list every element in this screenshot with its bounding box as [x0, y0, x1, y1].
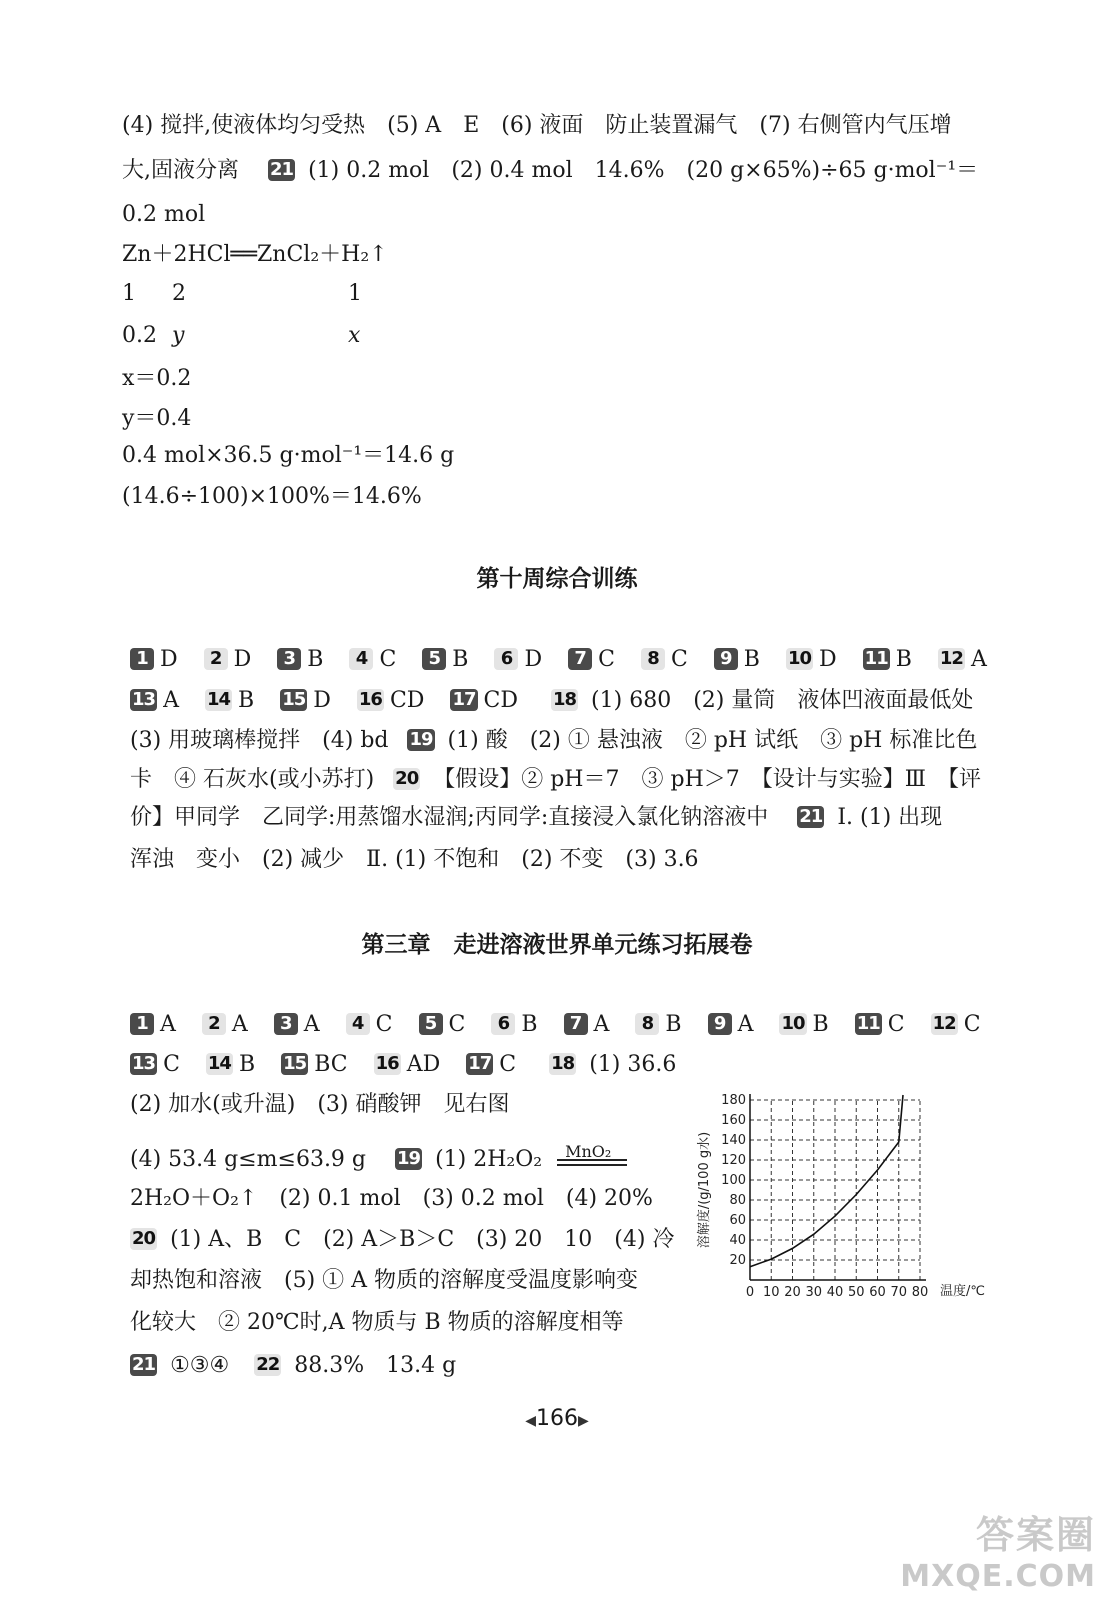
question-number-badge: 21: [799, 806, 823, 827]
question-number-badge: 9: [708, 1013, 732, 1035]
answer-text: 大,固液分离: [122, 158, 239, 183]
answer-line: [130, 765, 981, 795]
answer-line: 0.4 mol×36.5 g·mol⁻¹＝14.6 g: [122, 443, 455, 468]
answer-line: 却热饱和溶液 (5) ① A 物质的溶解度受温度影响变: [130, 1268, 639, 1293]
x-tick-label: 10: [762, 1285, 780, 1300]
mc-answer-item: [419, 1010, 466, 1040]
answer-line: [130, 726, 977, 756]
mc-answer-letter: A: [163, 688, 179, 713]
answer-line: (4) 搅拌,使液体均匀受热 (5) A E (6) 液面 防止装置漏气 (7) 右侧管内气压增: [122, 113, 952, 138]
mc-answer-item: [422, 645, 468, 675]
y-tick-label: 180: [721, 1093, 746, 1108]
question-number-badge: 22: [256, 1354, 280, 1375]
question-number-badge: 5: [419, 1013, 443, 1035]
y-tick-label: 160: [721, 1113, 746, 1128]
x-tick-label: 0: [745, 1285, 755, 1300]
watermark-url: MXQE.COM: [900, 1559, 1096, 1594]
question-number-badge: 6: [494, 648, 518, 670]
watermark: [900, 1504, 1096, 1594]
answer-text: (1) 2H₂O₂: [435, 1147, 543, 1172]
question-number-badge: 21: [132, 1354, 156, 1375]
mc-answer-letter: C: [448, 1012, 466, 1037]
question-number-badge: 21: [270, 159, 294, 180]
mc-answer-letter: B: [238, 688, 255, 713]
mc-answer-item: [708, 1010, 754, 1040]
equation-coefficient: 2: [172, 281, 186, 306]
x-tick-label: 70: [890, 1285, 908, 1300]
chart-grid: [750, 1100, 920, 1280]
mc-answer-item: [205, 686, 254, 716]
y-tick-label: 60: [729, 1213, 746, 1228]
mc-answer-letter: B: [238, 1052, 256, 1077]
question-number-badge: 3: [274, 1013, 298, 1035]
question-number-badge: 16: [358, 689, 382, 710]
question-number-badge: 7: [568, 648, 592, 670]
mc-answer-item: [466, 1050, 516, 1080]
mc-answer-item: [635, 1010, 681, 1040]
mc-answer-item: [281, 1050, 347, 1080]
chart-axes: [750, 1094, 926, 1280]
mc-answer-letter: B: [895, 647, 912, 672]
mc-answer-item: [714, 645, 760, 675]
question-number-badge: 2: [202, 1013, 226, 1035]
mc-answer-item: [568, 645, 615, 675]
x-tick-label: 30: [805, 1285, 823, 1300]
answer-text: (1) 0.2 mol (2) 0.4 mol 14.6% (20 g×65%)÷65 g·mol⁻¹＝: [308, 158, 979, 183]
mc-answer-item: [204, 645, 252, 675]
answer-line: 2H₂O＋O₂↑ (2) 0.1 mol (3) 0.2 mol (4) 20%: [130, 1186, 653, 1211]
mc-answer-letter: CD: [483, 688, 518, 713]
answer-row: [130, 1010, 1007, 1040]
y-axis-label: 溶解度/(g/100 g水): [697, 1131, 712, 1249]
question-number-badge: 3: [277, 648, 301, 670]
mc-answer-letter: C: [499, 1052, 517, 1077]
mc-answer-item: [494, 645, 542, 675]
answer-line: x＝0.2: [122, 366, 192, 391]
mc-answer-item: [130, 1010, 176, 1040]
mc-answer-item: [931, 1010, 981, 1040]
answer-text: Ⅰ. (1) 出现: [837, 805, 943, 830]
question-number-badge: 20: [395, 768, 419, 789]
answer-row: [130, 1050, 676, 1080]
question-number-badge: 8: [635, 1013, 659, 1035]
mc-answer-letter: C: [963, 1012, 981, 1037]
mc-answer-letter: A: [303, 1012, 320, 1037]
page-number: [0, 1406, 1114, 1431]
mc-answer-item: [491, 1010, 537, 1040]
question-number-badge: 4: [349, 648, 373, 670]
mc-answer-item: [280, 686, 331, 716]
mc-answer-item: [206, 1050, 255, 1080]
x-tick-label: 80: [911, 1285, 929, 1300]
question-number-badge: 10: [781, 1013, 805, 1034]
mc-answer-letter: D: [160, 647, 178, 672]
answer-text: ①③④: [170, 1353, 230, 1378]
mc-answer-item: [564, 1010, 610, 1040]
equation-coefficient: 1: [348, 281, 362, 306]
y-tick-label: 20: [729, 1253, 746, 1268]
answer-row: [130, 686, 973, 716]
question-number-badge: 5: [422, 648, 446, 670]
mc-answer-item: [130, 686, 179, 716]
mc-answer-letter: A: [737, 1012, 754, 1037]
answer-text: (1) 36.6: [589, 1052, 677, 1077]
mc-answer-item: [938, 645, 987, 675]
mc-answer-letter: C: [670, 647, 688, 672]
mc-answer-letter: B: [812, 1012, 829, 1037]
mc-answer-letter: A: [231, 1012, 248, 1037]
answer-text: (4) 53.4 g≤m≤63.9 g: [130, 1147, 367, 1172]
y-tick-label: 80: [729, 1193, 746, 1208]
mc-answer-letter: B: [665, 1012, 682, 1037]
answer-line: [130, 803, 942, 833]
mc-answer-item: [863, 645, 912, 675]
mc-answer-letter: BC: [314, 1052, 348, 1077]
question-number-badge: 19: [397, 1148, 421, 1169]
mc-answer-letter: B: [452, 647, 469, 672]
y-tick-label: 140: [721, 1133, 746, 1148]
mc-answer-letter: D: [233, 647, 252, 672]
question-number-badge: 18: [552, 689, 577, 710]
question-number-badge: 10: [787, 648, 812, 669]
mc-answer-letter: C: [598, 647, 615, 672]
mc-answer-item: [274, 1010, 320, 1040]
mc-answer-item: [374, 1050, 441, 1080]
watermark-logo-text: 答案圈: [975, 1513, 1096, 1557]
question-number-badge: 14: [206, 689, 231, 710]
answer-line: y＝0.4: [122, 406, 192, 431]
answer-text: (3) 用玻璃棒搅拌 (4) bd: [130, 728, 389, 753]
mc-answer-item: [349, 645, 396, 675]
mc-answer-letter: C: [379, 647, 397, 672]
equation-unknown: x: [348, 323, 361, 348]
mc-answer-letter: D: [313, 688, 331, 713]
answer-text: (1) A、B C (2) A＞B＞C (3) 20 10 (4) 冷: [170, 1227, 675, 1252]
y-tick-label: 120: [721, 1153, 746, 1168]
question-number-badge: 15: [282, 689, 306, 710]
answer-line: [130, 1142, 627, 1175]
question-number-badge: 20: [132, 1228, 156, 1249]
mc-answer-item: [641, 645, 688, 675]
answer-text: 价】甲同学 乙同学:用蒸馏水湿润;丙同学:直接浸入氯化钠溶液中: [130, 805, 769, 830]
mc-answer-item: [779, 1010, 828, 1040]
answer-text: (1) 酸 (2) ① 悬浊液 ② pH 试纸 ③ pH 标准比色: [447, 728, 978, 753]
question-number-badge: 1: [130, 648, 154, 670]
page-right-marker: ▶: [578, 1413, 589, 1429]
x-tick-label: 50: [847, 1285, 865, 1300]
mc-answer-letter: D: [819, 647, 837, 672]
question-number-badge: 14: [207, 1053, 231, 1074]
question-number-badge: 17: [452, 689, 476, 710]
mc-answer-item: [130, 1050, 180, 1080]
mc-answer-letter: AD: [406, 1052, 441, 1077]
mc-answer-letter: A: [593, 1012, 610, 1037]
mc-answer-letter: D: [524, 647, 543, 672]
question-number-badge: 18: [551, 1053, 575, 1074]
mc-answer-letter: B: [307, 647, 324, 672]
question-number-badge: 2: [204, 648, 228, 670]
answer-line: [130, 1225, 674, 1255]
chart-ticks: [721, 1093, 928, 1300]
question-number-badge: 7: [564, 1013, 588, 1035]
answer-line: (14.6÷100)×100%＝14.6%: [122, 484, 422, 509]
question-number-badge: 17: [468, 1053, 492, 1074]
question-number-badge: 4: [346, 1013, 370, 1035]
mc-answer-letter: C: [163, 1052, 180, 1077]
solubility-curve: [750, 1095, 903, 1267]
answer-line: (2) 加水(或升温) (3) 硝酸钾 见右图: [130, 1092, 510, 1117]
x-tick-label: 40: [826, 1285, 844, 1300]
question-number-badge: 13: [132, 1053, 156, 1074]
question-number-badge: 6: [491, 1013, 515, 1035]
mc-answer-item: [130, 645, 178, 675]
mc-answer-item: [202, 1010, 248, 1040]
answer-line: 浑浊 变小 (2) 减少 Ⅱ. (1) 不饱和 (2) 不变 (3) 3.6: [130, 847, 699, 872]
equation-coefficient: 1: [122, 281, 136, 306]
answer-line: [130, 1351, 456, 1381]
equation-quantity: 0.2: [122, 323, 157, 348]
mc-answer-letter: B: [743, 647, 760, 672]
mc-answer-item: [450, 686, 518, 716]
mc-answer-letter: C: [375, 1012, 393, 1037]
section-title: 第十周综合训练: [476, 566, 638, 592]
question-number-badge: 15: [283, 1053, 307, 1074]
mc-answer-item: [786, 645, 837, 675]
question-number-badge: 11: [856, 1013, 880, 1034]
mc-answer-letter: A: [160, 1012, 176, 1037]
question-number-badge: 19: [409, 729, 433, 750]
question-number-badge: 8: [641, 648, 665, 670]
question-number-badge: 12: [939, 648, 963, 669]
x-tick-label: 20: [784, 1285, 801, 1300]
question-number-badge: 13: [132, 689, 156, 710]
question-number-badge: 11: [864, 648, 888, 669]
reaction-condition: [557, 1142, 627, 1166]
question-number-badge: 16: [375, 1053, 399, 1074]
page-number-text: 166: [536, 1406, 578, 1431]
x-tick-label: 60: [869, 1285, 886, 1300]
mc-answer-item: [357, 686, 425, 716]
mc-answer-letter: A: [970, 647, 987, 672]
mc-answer-item: [346, 1010, 393, 1040]
answer-line: 0.2 mol: [122, 202, 206, 227]
question-number-badge: 9: [714, 648, 738, 670]
mc-answer-letter: B: [521, 1012, 538, 1037]
mc-answer-item: [855, 1010, 905, 1040]
answer-line: [122, 156, 978, 186]
solubility-chart: [690, 1080, 1010, 1310]
question-number-badge: 12: [932, 1013, 956, 1034]
mc-answer-letter: CD: [389, 688, 425, 713]
catalyst-label: MnO₂: [565, 1142, 612, 1161]
answer-text: 卡 ④ 石灰水(或小苏打): [130, 767, 375, 792]
y-tick-label: 100: [721, 1173, 746, 1188]
answer-row: [130, 645, 1013, 675]
answer-text: (1) 680 (2) 量筒 液体凹液面最低处: [591, 688, 974, 713]
section-title: 第三章 走进溶液世界单元练习拓展卷: [361, 932, 753, 958]
equation-line: Zn＋2HCl══ZnCl₂＋H₂↑: [122, 242, 388, 267]
mc-answer-item: [277, 645, 323, 675]
answer-line: 化较大 ② 20℃时,A 物质与 B 物质的溶解度相等: [130, 1310, 624, 1335]
page-left-marker: ◀: [525, 1413, 536, 1429]
question-number-badge: 1: [130, 1013, 154, 1035]
answer-text: 【假设】② pH＝7 ③ pH＞7 【设计与实验】Ⅲ 【评: [433, 767, 981, 792]
y-tick-label: 40: [729, 1233, 746, 1248]
equation-unknown: y: [172, 323, 185, 348]
answer-text: 88.3% 13.4 g: [294, 1353, 457, 1378]
mc-answer-letter: C: [887, 1012, 905, 1037]
x-axis-label: 温度/℃: [940, 1284, 985, 1299]
